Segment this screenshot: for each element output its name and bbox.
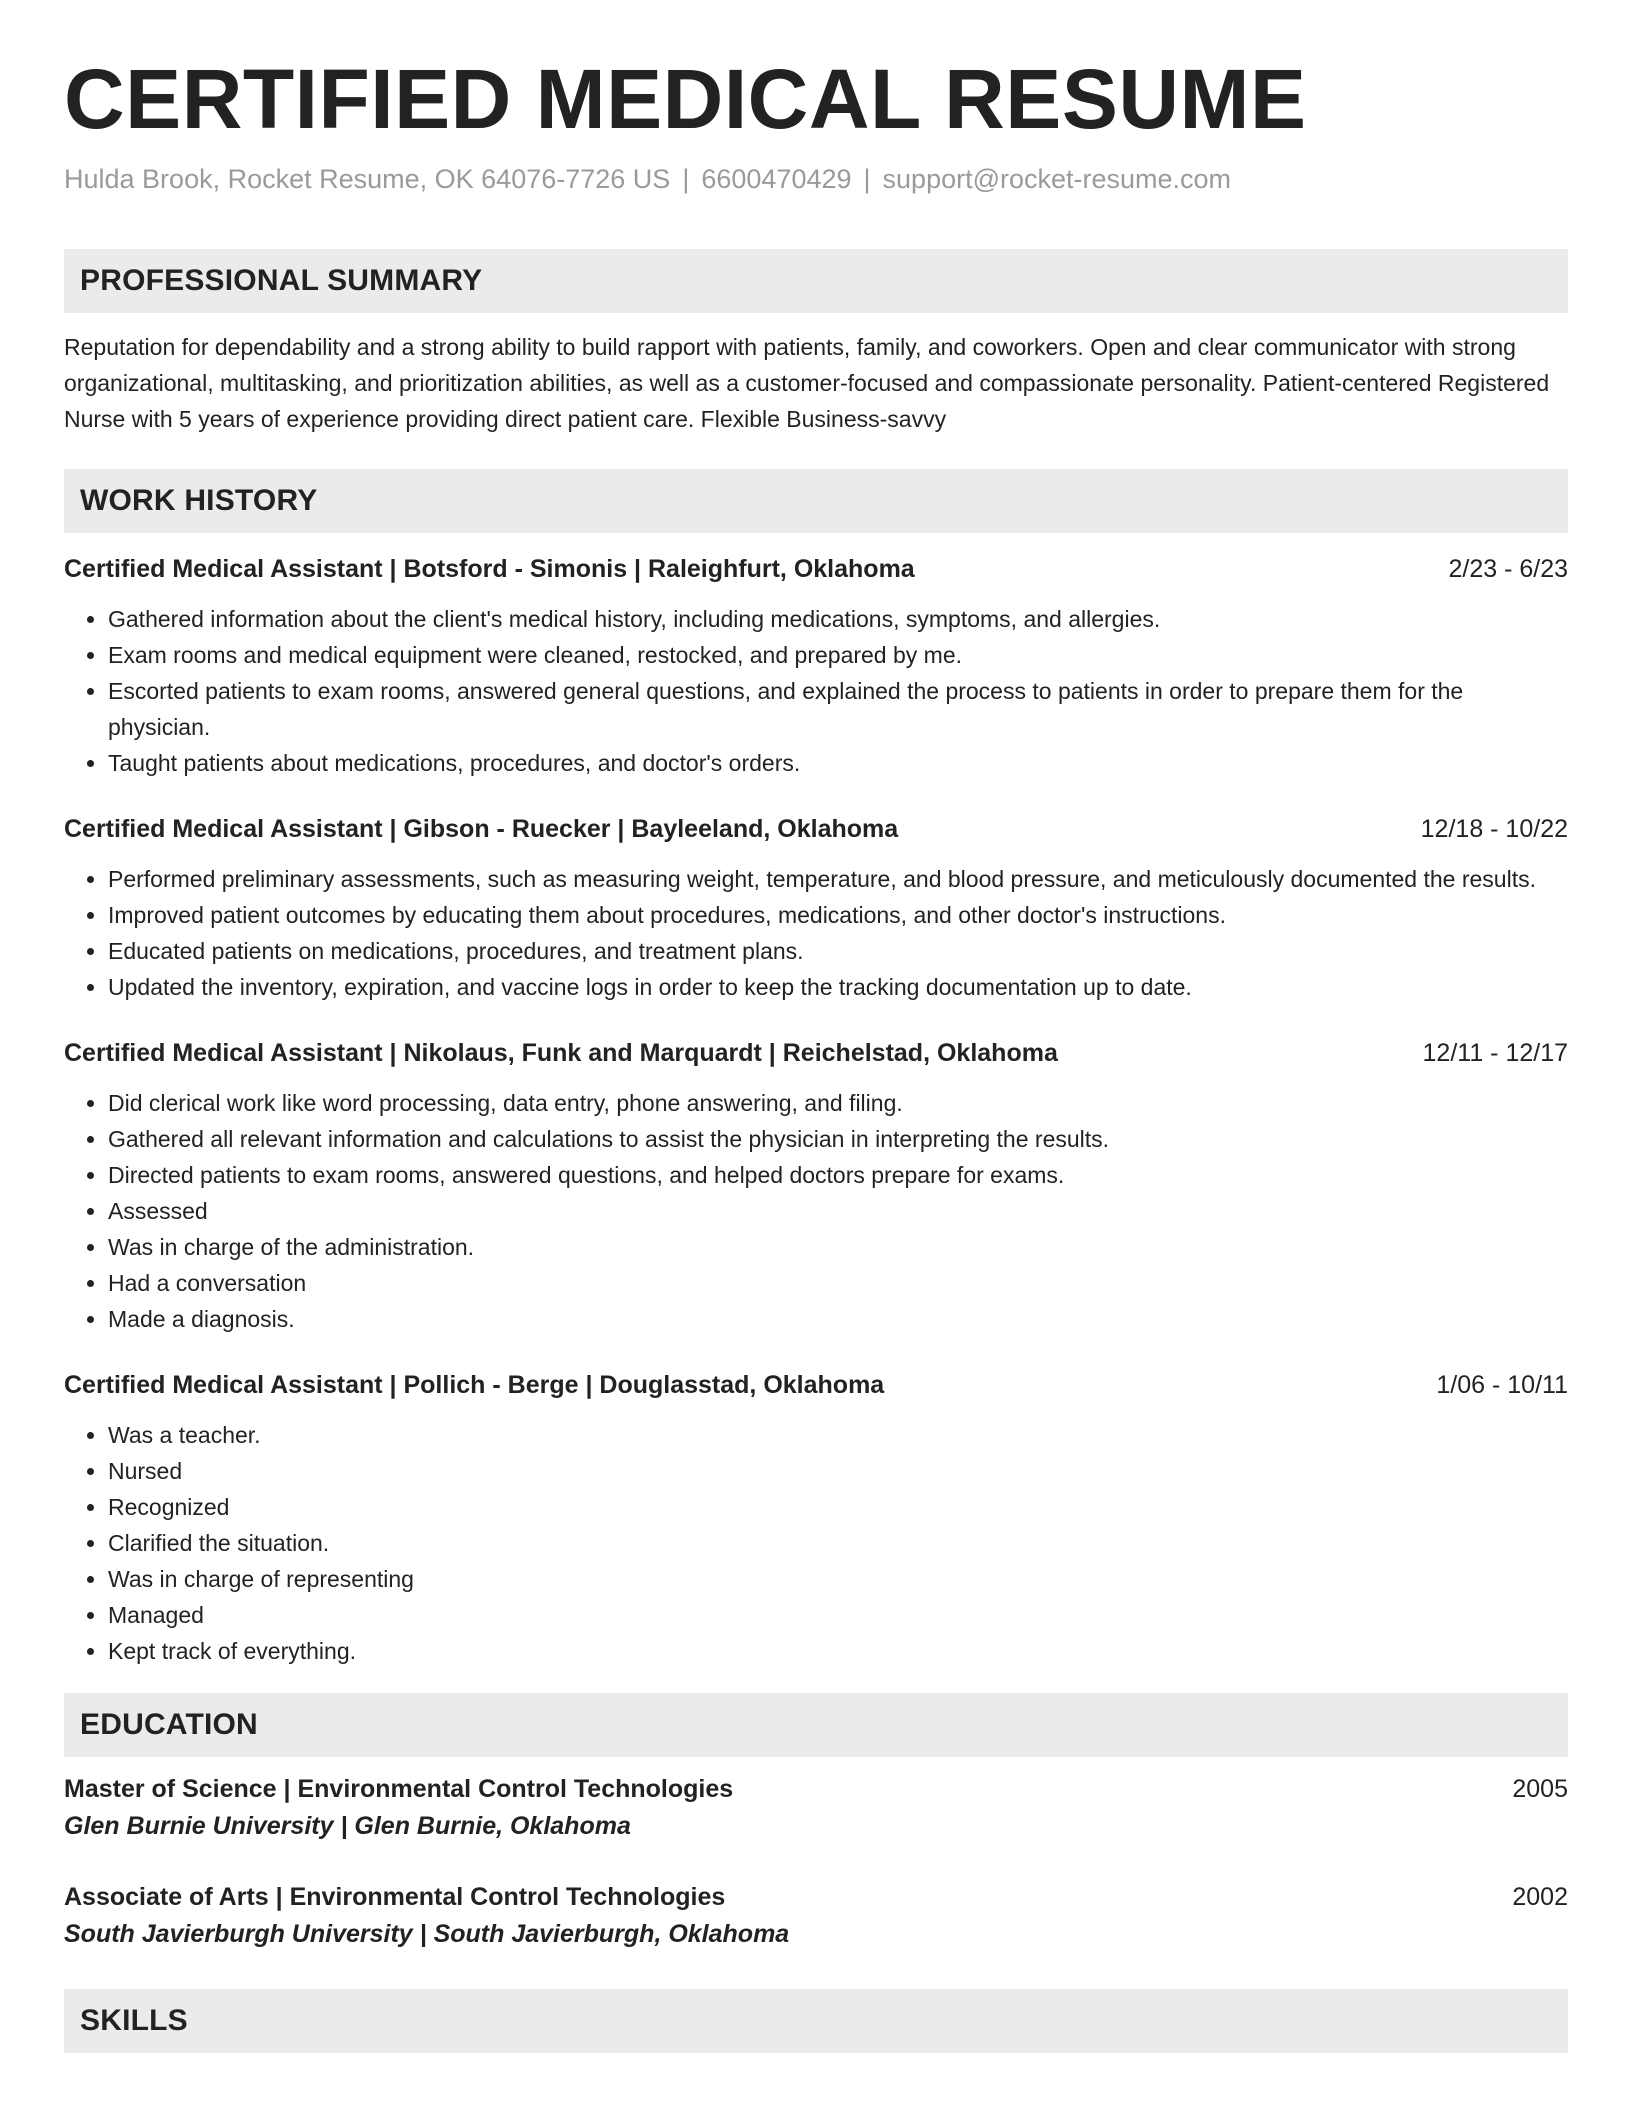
section-header-work-history: WORK HISTORY (64, 469, 1568, 533)
job-bullets (64, 1085, 1568, 1337)
education-entry (64, 1771, 1568, 1845)
job-bullet: • Gathered information about the client's medical history, including medications, symptoms, and allergies. (108, 601, 1568, 637)
contact-phone: 6600470429 (701, 164, 852, 195)
contact-email[interactable]: support@rocket-resume.com (882, 164, 1232, 195)
education-school: South Javierburgh University | South Javierburgh, Oklahoma (64, 1920, 790, 1949)
job-title: Certified Medical Assistant | Nikolaus, Funk and Marquardt | Reichelstad, Oklahoma (64, 1039, 1058, 1068)
job-header (64, 1035, 1568, 1071)
job-bullet: • Had a conversation (108, 1265, 1568, 1301)
job-bullet: • Taught patients about medications, procedures, and doctor's orders. (108, 745, 1568, 781)
job-dates: 12/18 - 10/22 (1420, 815, 1568, 844)
job-entry (64, 811, 1568, 1005)
job-bullet: • Was a teacher. (108, 1417, 1568, 1453)
job-dates: 1/06 - 10/11 (1436, 1371, 1568, 1400)
job-bullet: • Recognized (108, 1489, 1568, 1525)
job-bullet: • Was in charge of the administration. (108, 1229, 1568, 1265)
contact-separator: | (863, 164, 871, 195)
job-bullets (64, 861, 1568, 1005)
job-bullet: • Improved patient outcomes by educating them about procedures, medications, and other doctor's instructions. (108, 897, 1568, 933)
job-bullet: • Clarified the situation. (108, 1525, 1568, 1561)
job-bullet: • Assessed (108, 1193, 1568, 1229)
job-entry (64, 1367, 1568, 1669)
job-bullet: • Directed patients to exam rooms, answered questions, and helped doctors prepare for exams. (108, 1157, 1568, 1193)
section-header-skills: SKILLS (64, 1989, 1568, 2053)
job-header (64, 811, 1568, 847)
resume-title: CERTIFIED MEDICAL RESUME (64, 52, 1307, 146)
resume-content (64, 52, 1568, 2053)
job-bullet: • Was in charge of representing (108, 1561, 1568, 1597)
job-header (64, 551, 1568, 587)
job-bullet: • Made a diagnosis. (108, 1301, 1568, 1337)
section-header-summary: PROFESSIONAL SUMMARY (64, 249, 1568, 313)
job-title: Certified Medical Assistant | Pollich - Berge | Douglasstad, Oklahoma (64, 1371, 885, 1400)
job-header (64, 1367, 1568, 1403)
education-year: 2005 (1512, 1775, 1568, 1804)
job-bullet: • Gathered all relevant information and calculations to assist the physician in interpreting the results. (108, 1121, 1568, 1157)
job-entry (64, 1035, 1568, 1337)
job-bullet: • Exam rooms and medical equipment were cleaned, restocked, and prepared by me. (108, 637, 1568, 673)
job-bullet: • Managed (108, 1597, 1568, 1633)
job-title: Certified Medical Assistant | Botsford - Simonis | Raleighfurt, Oklahoma (64, 555, 915, 584)
education-entry (64, 1879, 1568, 1953)
job-bullet: • Performed preliminary assessments, such as measuring weight, temperature, and blood pressure, and meticulously documented the results. (108, 861, 1568, 897)
education-school: Glen Burnie University | Glen Burnie, Oklahoma (64, 1812, 631, 1841)
job-bullet: • Educated patients on medications, procedures, and treatment plans. (108, 933, 1568, 969)
contact-separator: | (682, 164, 690, 195)
job-dates: 12/11 - 12/17 (1422, 1039, 1568, 1068)
summary-text: Reputation for dependability and a strong ability to build rapport with patients, family, and coworkers. Open and clear communicator with strong organizational, multitasking, and prioritization abilities, as well as a customer-focused and compassionate personality. Patient-centered Registered Nurse with 5 years of experience providing direct patient care. Flexible Business-savvy (64, 334, 1550, 433)
job-bullet: • Kept track of everything. (108, 1633, 1568, 1669)
education-degree: Master of Science | Environmental Control Technologies (64, 1775, 734, 1804)
education-header (64, 1879, 1568, 1915)
job-bullet: • Escorted patients to exam rooms, answered general questions, and explained the process to patients in order to prepare them for the physician. (108, 673, 1568, 745)
education-degree: Associate of Arts | Environmental Control Technologies (64, 1883, 726, 1912)
section-header-education: EDUCATION (64, 1693, 1568, 1757)
job-bullet: • Updated the inventory, expiration, and vaccine logs in order to keep the tracking documentation up to date. (108, 969, 1568, 1005)
job-title: Certified Medical Assistant | Gibson - Ruecker | Bayleeland, Oklahoma (64, 815, 899, 844)
job-bullets (64, 1417, 1568, 1669)
contact-line (64, 162, 1568, 197)
education-year: 2002 (1512, 1883, 1568, 1912)
job-dates: 2/23 - 6/23 (1448, 555, 1568, 584)
job-bullet: • Did clerical work like word processing, data entry, phone answering, and filing. (108, 1085, 1568, 1121)
education-header (64, 1771, 1568, 1807)
job-bullets (64, 601, 1568, 781)
job-bullet: • Nursed (108, 1453, 1568, 1489)
job-entry (64, 551, 1568, 781)
contact-address: Hulda Brook, Rocket Resume, OK 64076-7726 US (64, 164, 671, 195)
